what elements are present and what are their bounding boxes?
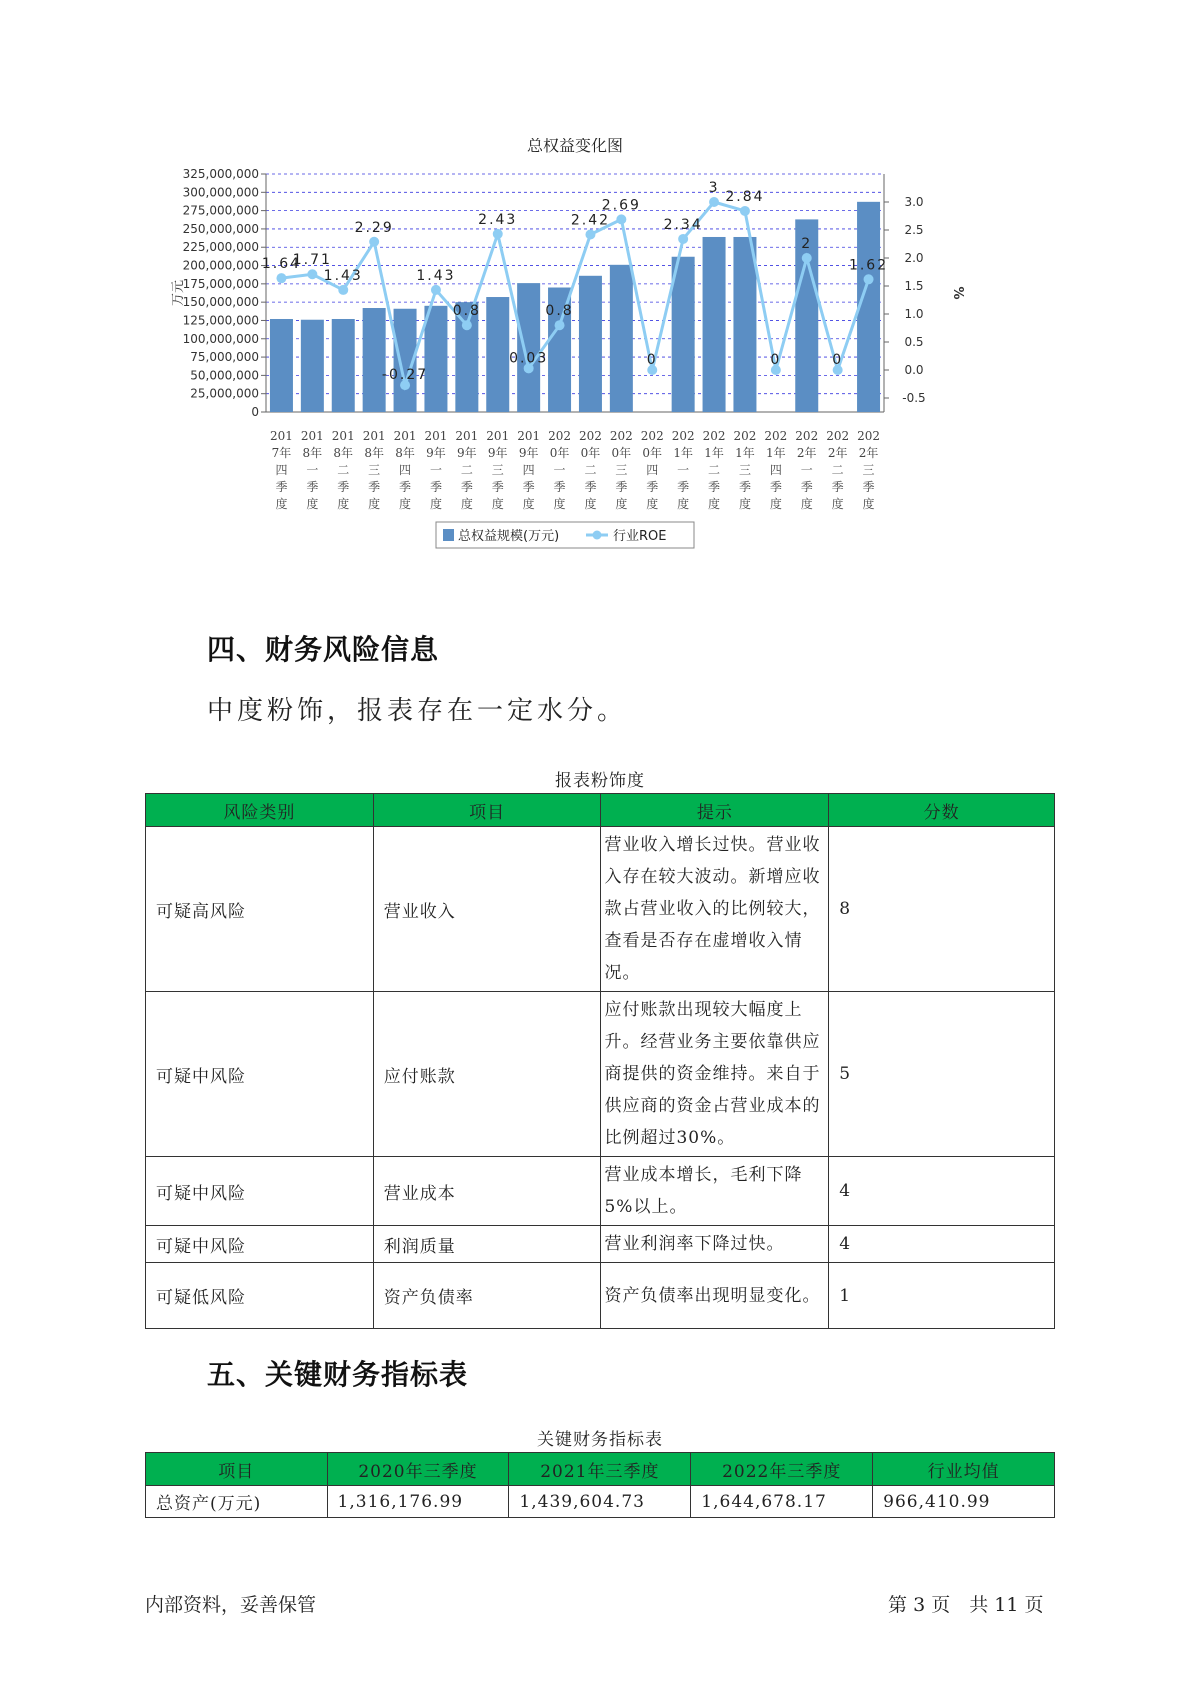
roe-data-label: 1.71 bbox=[292, 252, 332, 269]
x-axis-tick-label: 202 2年三季度 bbox=[857, 429, 881, 511]
equity-bar bbox=[486, 297, 509, 412]
kpi-value-cell: 1,316,176.99 bbox=[327, 1486, 509, 1518]
roe-data-label: 2.29 bbox=[354, 219, 394, 236]
risk-table-header-row bbox=[146, 794, 1055, 827]
table-row bbox=[146, 992, 1055, 1157]
x-axis-tick-label: 202 2年二季度 bbox=[826, 429, 850, 511]
roe-data-label: 0.8 bbox=[545, 303, 574, 320]
equity-chart-svg bbox=[170, 138, 1030, 598]
x-axis-tick-label: 202 1年三季度 bbox=[733, 429, 757, 511]
risk-category-cell: 可疑高风险 bbox=[146, 827, 374, 992]
risk-score-cell: 4 bbox=[829, 1157, 1055, 1226]
left-axis-tick-label: 100,000,000 bbox=[182, 331, 259, 346]
roe-data-label: 1.62 bbox=[848, 257, 889, 274]
roe-point bbox=[709, 197, 719, 207]
risk-item-cell: 利润质量 bbox=[373, 1226, 601, 1263]
risk-category-cell: 可疑低风险 bbox=[146, 1263, 374, 1329]
right-axis-tick-label: 2.5 bbox=[904, 223, 924, 237]
left-axis-title: 万元 bbox=[171, 279, 186, 307]
table-row bbox=[146, 1157, 1055, 1226]
legend-bar-swatch bbox=[443, 529, 454, 541]
roe-data-label: 2.42 bbox=[570, 212, 611, 229]
legend-bar-label: 总权益规模(万元) bbox=[458, 529, 560, 544]
right-axis-tick-label: 0.5 bbox=[904, 335, 924, 349]
roe-point bbox=[616, 214, 626, 224]
roe-point bbox=[462, 320, 472, 330]
x-axis-tick-label: 201 7年四季度 bbox=[269, 429, 293, 511]
risk-score-cell: 1 bbox=[829, 1263, 1055, 1329]
kpi-header-2021q3: 2021年三季度 bbox=[509, 1453, 691, 1486]
footer-page-number bbox=[888, 1590, 1044, 1617]
right-axis-title: % bbox=[950, 286, 965, 300]
right-axis-tick-label: 0.0 bbox=[904, 363, 924, 377]
left-axis-tick-label: 250,000,000 bbox=[182, 221, 259, 236]
roe-data-label: 0.8 bbox=[452, 303, 481, 320]
roe-data-label: 2.69 bbox=[601, 197, 641, 214]
x-axis-tick-label: 201 9年三季度 bbox=[486, 429, 510, 511]
x-axis-tick-label: 201 8年三季度 bbox=[362, 429, 386, 511]
left-axis-tick-label: 25,000,000 bbox=[190, 386, 259, 401]
left-axis-tick-label: 325,000,000 bbox=[182, 167, 259, 181]
left-axis-tick-label: 150,000,000 bbox=[182, 295, 259, 310]
risk-score-cell: 4 bbox=[829, 1226, 1055, 1263]
roe-point bbox=[307, 269, 317, 279]
x-axis-tick-label: 202 2年一季度 bbox=[795, 429, 819, 511]
page-prefix: 第 bbox=[888, 1594, 908, 1616]
x-axis-tick-label: 201 8年一季度 bbox=[300, 429, 324, 511]
roe-point bbox=[740, 206, 750, 216]
roe-data-label: 1.43 bbox=[323, 267, 363, 284]
kpi-value-cell: 1,644,678.17 bbox=[691, 1486, 873, 1518]
right-axis-tick-label: 1.0 bbox=[904, 307, 924, 321]
equity-bar bbox=[672, 257, 695, 412]
risk-score-cell: 5 bbox=[829, 992, 1055, 1157]
x-axis-tick-label: 201 9年一季度 bbox=[424, 429, 448, 511]
roe-point bbox=[802, 253, 812, 263]
risk-item-cell: 营业成本 bbox=[373, 1157, 601, 1226]
roe-point bbox=[585, 229, 595, 239]
risk-tip-cell: 应付账款出现较大幅度上升。经营业务主要依靠供应商提供的资金维持。来自于供应商的资金占营业成本的比例超过30%。 bbox=[601, 992, 829, 1157]
roe-point bbox=[678, 234, 688, 244]
risk-header-category: 风险类别 bbox=[146, 794, 374, 827]
kpi-table-caption: 关键财务指标表 bbox=[537, 1430, 663, 1450]
left-axis-tick-label: 225,000,000 bbox=[182, 240, 259, 255]
kpi-value-cell: 1,439,604.73 bbox=[509, 1486, 691, 1518]
right-axis-tick-label: 1.5 bbox=[904, 279, 924, 293]
equity-chart bbox=[170, 138, 1030, 598]
risk-category-cell: 可疑中风险 bbox=[146, 1157, 374, 1226]
roe-point bbox=[369, 237, 379, 247]
chart-title: 总权益变化图 bbox=[526, 138, 624, 155]
roe-data-label: 1.64 bbox=[261, 256, 302, 273]
kpi-item-cell: 总资产(万元) bbox=[146, 1486, 328, 1518]
page-mid: 页 共 bbox=[931, 1594, 989, 1616]
right-axis-tick-label: -0.5 bbox=[902, 391, 926, 405]
risk-table-caption: 报表粉饰度 bbox=[555, 771, 645, 791]
roe-data-label: 2.34 bbox=[663, 216, 703, 233]
risk-header-item: 项目 bbox=[373, 794, 601, 827]
page-total: 11 bbox=[994, 1594, 1019, 1616]
equity-bar bbox=[332, 319, 355, 412]
roe-data-label: 3 bbox=[708, 180, 720, 196]
kpi-header-industry-avg: 行业均值 bbox=[873, 1453, 1055, 1486]
equity-bar bbox=[579, 276, 602, 412]
left-axis-tick-label: 175,000,000 bbox=[182, 276, 259, 291]
roe-data-label: -0.27 bbox=[381, 367, 429, 384]
equity-bar bbox=[703, 237, 726, 412]
x-axis-tick-label: 202 1年一季度 bbox=[671, 429, 695, 511]
right-axis-tick-label: 2.0 bbox=[904, 251, 924, 265]
table-row bbox=[146, 827, 1055, 992]
left-axis-tick-label: 275,000,000 bbox=[182, 203, 259, 218]
roe-point bbox=[338, 285, 348, 295]
risk-tip-cell: 营业成本增长，毛利下降5%以上。 bbox=[601, 1157, 829, 1226]
risk-category-cell: 可疑中风险 bbox=[146, 1226, 374, 1263]
equity-bar bbox=[610, 265, 633, 412]
roe-data-label: 0 bbox=[646, 352, 658, 368]
x-axis-tick-label: 201 9年四季度 bbox=[517, 429, 541, 511]
roe-data-label: 2.84 bbox=[725, 188, 765, 205]
equity-bar bbox=[301, 320, 324, 412]
legend-line-marker bbox=[593, 531, 602, 540]
roe-data-label: 0 bbox=[770, 352, 782, 368]
roe-data-label: 1.43 bbox=[416, 267, 456, 284]
roe-point bbox=[431, 285, 441, 295]
risk-item-cell: 资产负债率 bbox=[373, 1263, 601, 1329]
x-axis-tick-label: 202 0年二季度 bbox=[578, 429, 602, 511]
risk-item-cell: 应付账款 bbox=[373, 992, 601, 1157]
section-heading-key-indicators: 五、关键财务指标表 bbox=[207, 1358, 469, 1391]
table-row bbox=[146, 1226, 1055, 1263]
table-row bbox=[146, 1486, 1055, 1518]
legend-line-label: 行业ROE bbox=[613, 529, 667, 544]
equity-bar bbox=[424, 306, 447, 412]
left-axis-tick-label: 50,000,000 bbox=[190, 368, 259, 383]
kpi-value-cell: 966,410.99 bbox=[873, 1486, 1055, 1518]
risk-category-cell: 可疑中风险 bbox=[146, 992, 374, 1157]
left-axis-tick-label: 0 bbox=[251, 405, 259, 419]
left-axis-tick-label: 300,000,000 bbox=[182, 185, 259, 200]
roe-point bbox=[864, 274, 874, 284]
x-axis-tick-label: 202 1年二季度 bbox=[702, 429, 726, 511]
x-axis-tick-label: 201 9年二季度 bbox=[455, 429, 479, 511]
right-axis-tick-label: 3.0 bbox=[904, 195, 924, 209]
risk-header-score: 分数 bbox=[829, 794, 1055, 827]
equity-bar bbox=[363, 308, 386, 412]
x-axis-tick-label: 201 8年四季度 bbox=[393, 429, 417, 511]
x-axis-tick-label: 202 0年一季度 bbox=[548, 429, 572, 511]
footer-confidential-note: 内部资料，妥善保管 bbox=[145, 1594, 317, 1616]
roe-data-label: 2 bbox=[801, 236, 813, 252]
x-axis-tick-label: 202 0年三季度 bbox=[609, 429, 633, 511]
risk-score-cell: 8 bbox=[829, 827, 1055, 992]
left-axis-tick-label: 125,000,000 bbox=[182, 313, 259, 328]
risk-table bbox=[145, 793, 1055, 1329]
roe-data-label: 2.43 bbox=[478, 211, 518, 228]
page-suffix: 页 bbox=[1024, 1594, 1044, 1616]
left-axis-tick-label: 200,000,000 bbox=[182, 258, 259, 273]
equity-bar bbox=[517, 283, 540, 412]
equity-bar bbox=[270, 319, 293, 412]
page-current: 3 bbox=[913, 1594, 926, 1616]
roe-data-label: 0 bbox=[832, 352, 844, 368]
kpi-header-item: 项目 bbox=[146, 1453, 328, 1486]
roe-point bbox=[276, 273, 286, 283]
kpi-header-2020q3: 2020年三季度 bbox=[327, 1453, 509, 1486]
x-axis-tick-label: 202 1年四季度 bbox=[764, 429, 788, 511]
risk-tip-cell: 营业收入增长过快。营业收入存在较大波动。新增应收款占营业收入的比例较大，查看是否存在虚增收入情况。 bbox=[601, 827, 829, 992]
x-axis-tick-label: 201 8年二季度 bbox=[331, 429, 355, 511]
table-row bbox=[146, 1263, 1055, 1329]
kpi-header-2022q3: 2022年三季度 bbox=[691, 1453, 873, 1486]
risk-tip-cell: 资产负债率出现明显变化。 bbox=[601, 1263, 829, 1329]
left-axis-tick-label: 75,000,000 bbox=[190, 350, 259, 365]
kpi-table bbox=[145, 1452, 1055, 1518]
roe-data-label: 0.03 bbox=[509, 350, 549, 367]
risk-item-cell: 营业收入 bbox=[373, 827, 601, 992]
risk-tip-cell: 营业利润率下降过快。 bbox=[601, 1226, 829, 1263]
roe-point bbox=[493, 229, 503, 239]
risk-header-tip: 提示 bbox=[601, 794, 829, 827]
kpi-table-header-row bbox=[146, 1453, 1055, 1486]
risk-summary: 中度粉饰，报表存在一定水分。 bbox=[207, 696, 628, 726]
equity-bar bbox=[733, 237, 756, 412]
section-heading-financial-risk: 四、财务风险信息 bbox=[207, 633, 440, 666]
roe-point bbox=[555, 320, 565, 330]
x-axis-tick-label: 202 0年四季度 bbox=[640, 429, 664, 511]
